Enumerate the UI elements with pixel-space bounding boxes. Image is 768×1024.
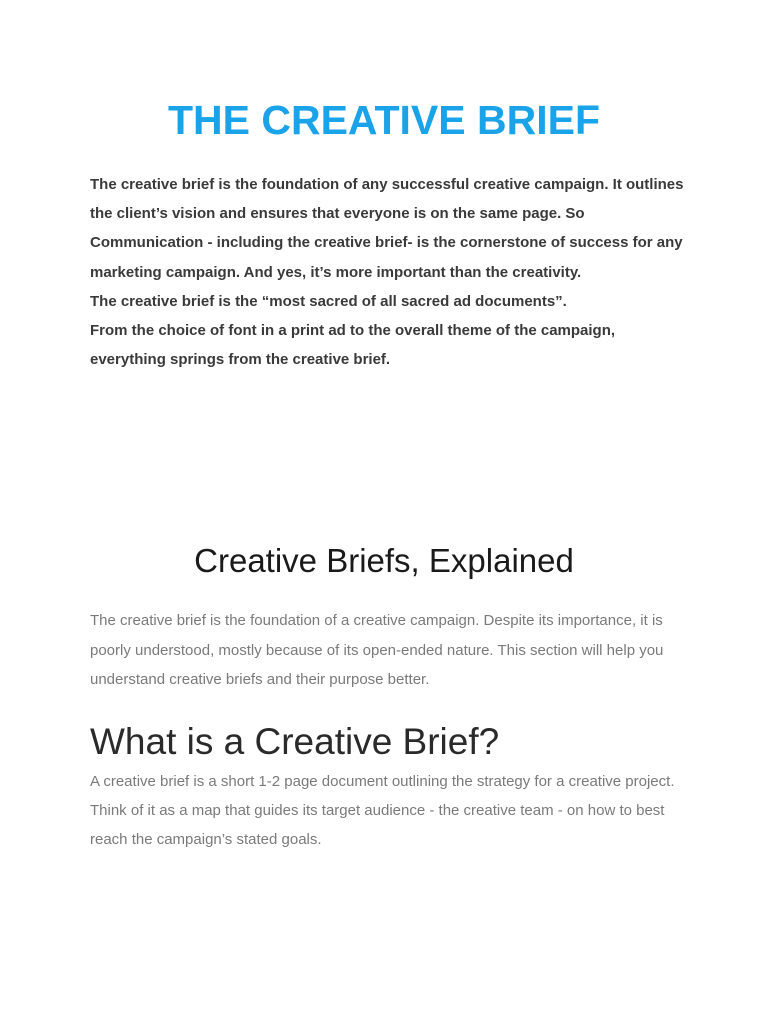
- section-heading-explained: Creative Briefs, Explained: [194, 542, 574, 579]
- body-paragraph: The creative brief is the foundation of a creative campaign. Despite its importance, it is poorly understood, mostly because of its open-ended nature. This section will help you understand creative briefs and their purpose better.: [90, 612, 664, 688]
- intro-paragraph: From the choice of font in a print ad to the overall theme of the campaign, everything springs from the creative brief.: [90, 322, 616, 369]
- body-paragraph: A creative brief is a short 1-2 page document outlining the strategy for a creative project.: [90, 773, 675, 790]
- intro-block: [90, 170, 690, 374]
- body-paragraph: Think of it as a map that guides its target audience - the creative team - on how to best reach the campaign’s stated goals.: [90, 802, 665, 849]
- section-explained-body: [90, 606, 690, 695]
- intro-paragraph: The creative brief is the “most sacred of all sacred ad documents”.: [90, 292, 567, 310]
- document-title: THE CREATIVE BRIEF: [167, 97, 601, 143]
- intro-paragraph: The creative brief is the foundation of any successful creative campaign. It outlines the client’s vision and ensures that everyone is on the same page. So: [90, 176, 684, 223]
- section-heading-what-is: What is a Creative Brief?: [90, 721, 500, 762]
- section-what-is-body: [90, 767, 690, 855]
- intro-paragraph: Communication - including the creative brief- is the cornerstone of success for any marketing campaign. And yes, it’s more important than the creativity.: [90, 234, 683, 281]
